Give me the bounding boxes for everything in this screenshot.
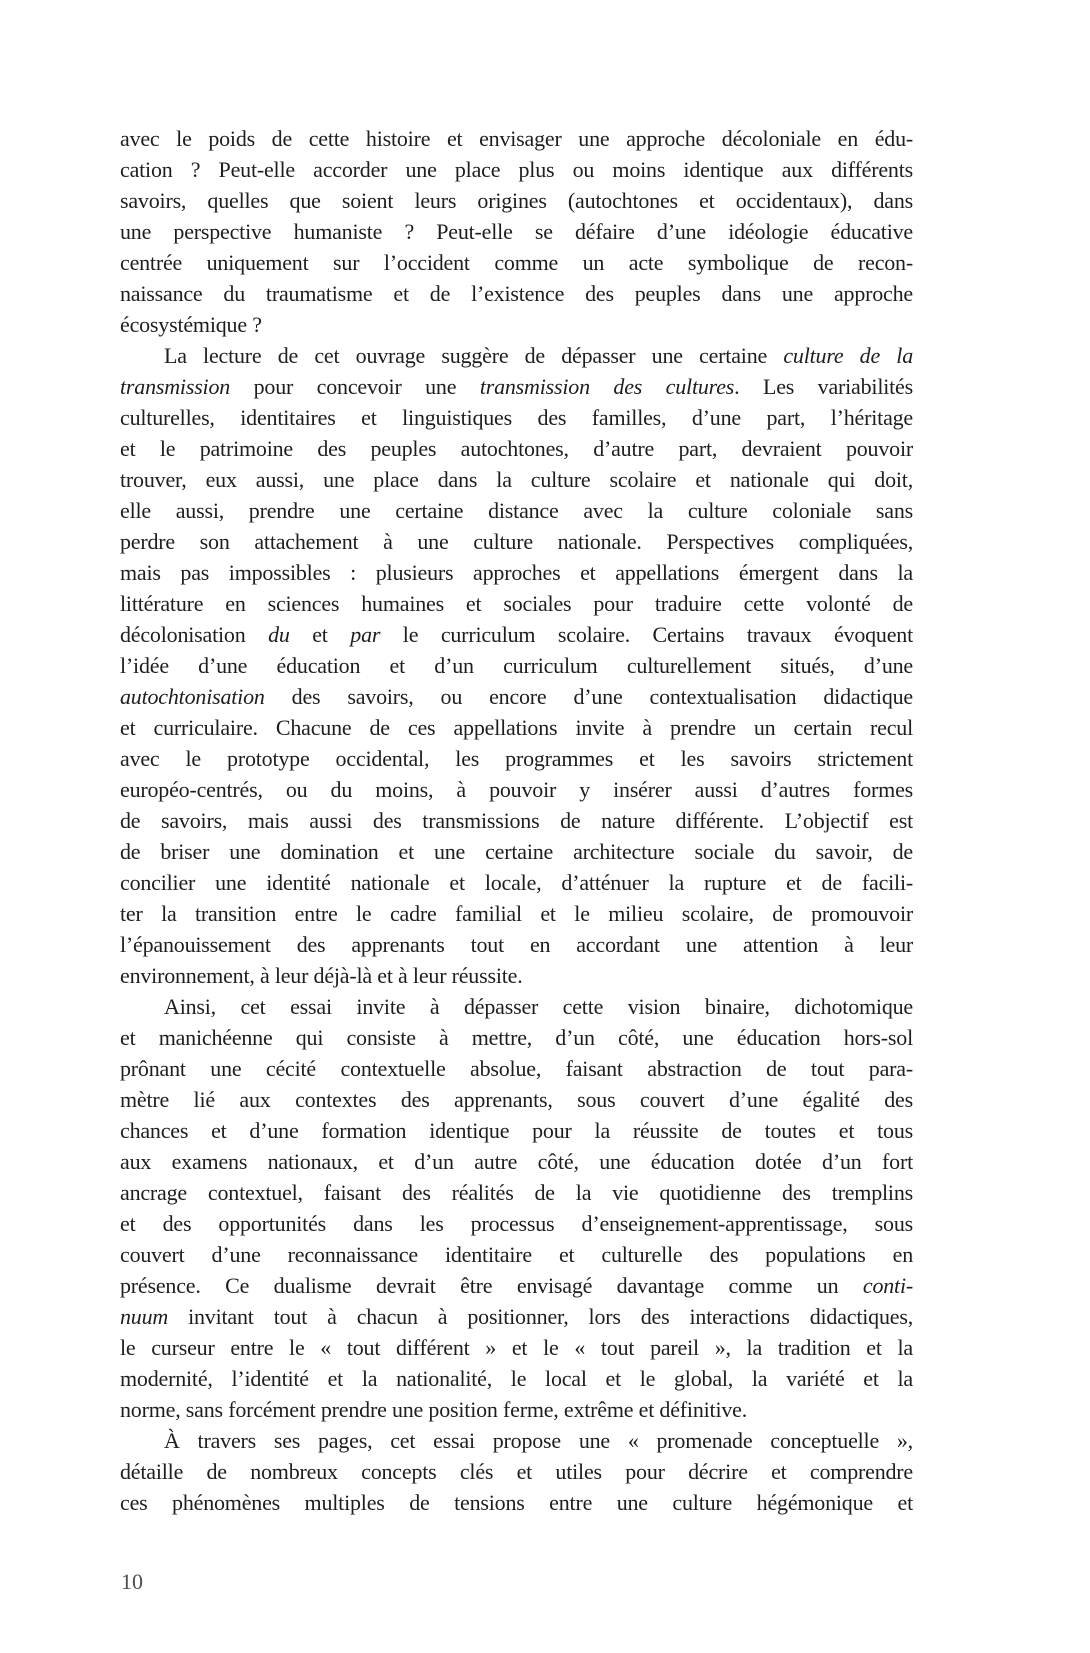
paragraph xyxy=(120,340,913,991)
text-segment: Ainsi, cet essai invite à dépasser cette vision binaire, dichotomique xyxy=(164,994,913,1019)
text-segment: de savoirs, mais aussi des transmissions de nature différente. L’objectif est xyxy=(120,808,913,833)
text-line xyxy=(120,619,913,650)
text-segment: présence. Ce dualisme devrait être envisagé davantage comme un xyxy=(120,1273,863,1298)
text-line xyxy=(120,557,913,588)
text-segment: ces phénomènes multiples de tensions entre une culture hégémonique et xyxy=(120,1490,913,1515)
text-line xyxy=(120,433,913,464)
text-segment: une perspective humaniste ? Peut-elle se défaire d’une idéologie éducative xyxy=(120,219,913,244)
text-segment: invitant tout à chacun à positionner, lors des interactions didactiques, xyxy=(168,1304,913,1329)
text-line xyxy=(120,712,913,743)
text-segment: de briser une domination et une certaine architecture sociale du savoir, de xyxy=(120,839,913,864)
text-segment: ancrage contextuel, faisant des réalités de la vie quotidienne des tremplins xyxy=(120,1180,913,1205)
text-line xyxy=(120,1456,913,1487)
text-segment: À travers ses pages, cet essai propose une « promenade conceptuelle », xyxy=(164,1428,913,1453)
text-segment: et curriculaire. Chacune de ces appellations invite à prendre un certain recul xyxy=(120,715,913,740)
text-segment: décolonisation xyxy=(120,622,269,647)
text-line xyxy=(120,1115,913,1146)
italic-text: transmission des cultures xyxy=(479,374,735,399)
text-line xyxy=(120,836,913,867)
text-line xyxy=(120,1394,913,1425)
text-segment: avec le poids de cette histoire et envisager une approche décoloniale en édu- xyxy=(120,126,913,151)
paragraph xyxy=(120,1425,913,1518)
text-segment: et le patrimoine des peuples autochtones, d’autre part, devraient pouvoir xyxy=(120,436,913,461)
text-line xyxy=(120,1053,913,1084)
text-segment: prônant une cécité contextuelle absolue, faisant abstraction de tout para- xyxy=(120,1056,913,1081)
text-line xyxy=(120,805,913,836)
text-segment: le curseur entre le « tout différent » et le « tout pareil », la tradition et la xyxy=(120,1335,913,1360)
text-segment: culturelles, identitaires et linguistiques des familles, d’une part, l’héritage xyxy=(120,405,913,430)
text-line xyxy=(120,960,913,991)
text-line xyxy=(120,1425,913,1456)
paragraph xyxy=(120,991,913,1425)
text-segment: l’idée d’une éducation et d’un curriculum culturellement situés, d’une xyxy=(120,653,913,678)
text-segment: La lecture de cet ouvrage suggère de dépasser une certaine xyxy=(164,343,784,368)
text-segment: modernité, l’identité et la nationalité, le local et le global, la variété et la xyxy=(120,1366,913,1391)
text-line xyxy=(120,247,913,278)
text-segment: perdre son attachement à une culture nationale. Perspectives compliquées, xyxy=(120,529,913,554)
text-line xyxy=(120,588,913,619)
text-line xyxy=(120,278,913,309)
page-number: 10 xyxy=(121,1569,143,1594)
text-segment: avec le prototype occidental, les programmes et les savoirs strictement xyxy=(120,746,913,771)
text-line xyxy=(120,526,913,557)
text-segment: environnement, à leur déjà-là et à leur réussite. xyxy=(120,963,523,988)
text-segment: écosystémique ? xyxy=(120,312,262,337)
text-line xyxy=(120,867,913,898)
text-line xyxy=(120,402,913,433)
text-line xyxy=(120,1301,913,1332)
text-segment: détaille de nombreux concepts clés et utiles pour décrire et comprendre xyxy=(120,1459,913,1484)
text-line xyxy=(120,1363,913,1394)
text-line xyxy=(120,371,913,402)
text-segment: et manichéenne qui consiste à mettre, d’un côté, une éducation hors-sol xyxy=(120,1025,913,1050)
text-line xyxy=(120,1146,913,1177)
text-segment: pour concevoir une xyxy=(230,374,480,399)
text-segment: naissance du traumatisme et de l’existence des peuples dans une approche xyxy=(120,281,913,306)
text-line xyxy=(120,898,913,929)
text-segment: et des opportunités dans les processus d’enseignement-apprentissage, sous xyxy=(120,1211,913,1236)
text-segment: chances et d’une formation identique pour la réussite de toutes et tous xyxy=(120,1118,913,1143)
text-line xyxy=(120,464,913,495)
text-segment: cation ? Peut-elle accorder une place plus ou moins identique aux différents xyxy=(120,157,913,182)
text-segment: mètre lié aux contextes des apprenants, sous couvert d’une égalité des xyxy=(120,1087,913,1112)
italic-text: du xyxy=(268,622,290,647)
text-segment: et xyxy=(289,622,351,647)
italic-text: nuum xyxy=(120,1304,169,1329)
text-line xyxy=(120,123,913,154)
italic-text: par xyxy=(350,622,381,647)
text-segment: aux examens nationaux, et d’un autre côté, une éducation dotée d’un fort xyxy=(120,1149,913,1174)
paragraph xyxy=(120,123,913,340)
text-segment: trouver, eux aussi, une place dans la culture scolaire et nationale qui doit, xyxy=(120,467,913,492)
text-segment: savoirs, quelles que soient leurs origines (autochtones et occidentaux), dans xyxy=(120,188,913,213)
text-line xyxy=(120,1270,913,1301)
text-segment: couvert d’une reconnaissance identitaire et culturelle des populations en xyxy=(120,1242,913,1267)
text-line xyxy=(120,1239,913,1270)
text-segment: elle aussi, prendre une certaine distance avec la culture coloniale sans xyxy=(120,498,913,523)
text-segment: des savoirs, ou encore d’une contextualisation didactique xyxy=(264,684,913,709)
body-text xyxy=(120,123,913,1518)
text-segment: ter la transition entre le cadre familial et le milieu scolaire, de promouvoir xyxy=(120,901,913,926)
italic-text: transmission xyxy=(120,374,231,399)
text-segment: mais pas impossibles : plusieurs approches et appellations émergent dans la xyxy=(120,560,913,585)
text-line xyxy=(120,1208,913,1239)
text-line xyxy=(120,650,913,681)
text-line xyxy=(120,681,913,712)
text-line xyxy=(120,991,913,1022)
text-line xyxy=(120,774,913,805)
text-line xyxy=(120,929,913,960)
text-line xyxy=(120,1332,913,1363)
text-line xyxy=(120,743,913,774)
italic-text: culture de la xyxy=(783,343,913,368)
text-segment: l’épanouissement des apprenants tout en accordant une attention à leur xyxy=(120,932,913,957)
text-line xyxy=(120,495,913,526)
text-line xyxy=(120,1177,913,1208)
text-line xyxy=(120,309,913,340)
text-segment: . Les variabilités xyxy=(734,374,913,399)
italic-text: conti- xyxy=(862,1273,913,1298)
text-segment: norme, sans forcément prendre une position ferme, extrême et définitive. xyxy=(120,1397,748,1422)
text-segment: littérature en sciences humaines et sociales pour traduire cette volonté de xyxy=(120,591,913,616)
italic-text: autochtonisation xyxy=(120,684,265,709)
text-line xyxy=(120,1487,913,1518)
text-segment: concilier une identité nationale et locale, d’atténuer la rupture et de facili- xyxy=(120,870,913,895)
text-line xyxy=(120,154,913,185)
text-line xyxy=(120,1084,913,1115)
text-segment: européo-centrés, ou du moins, à pouvoir y insérer aussi d’autres formes xyxy=(120,777,913,802)
text-line xyxy=(120,185,913,216)
text-line xyxy=(120,1022,913,1053)
text-segment: le curriculum scolaire. Certains travaux évoquent xyxy=(380,622,913,647)
text-line xyxy=(120,216,913,247)
text-segment: centrée uniquement sur l’occident comme un acte symbolique de recon- xyxy=(120,250,913,275)
text-line xyxy=(120,340,913,371)
